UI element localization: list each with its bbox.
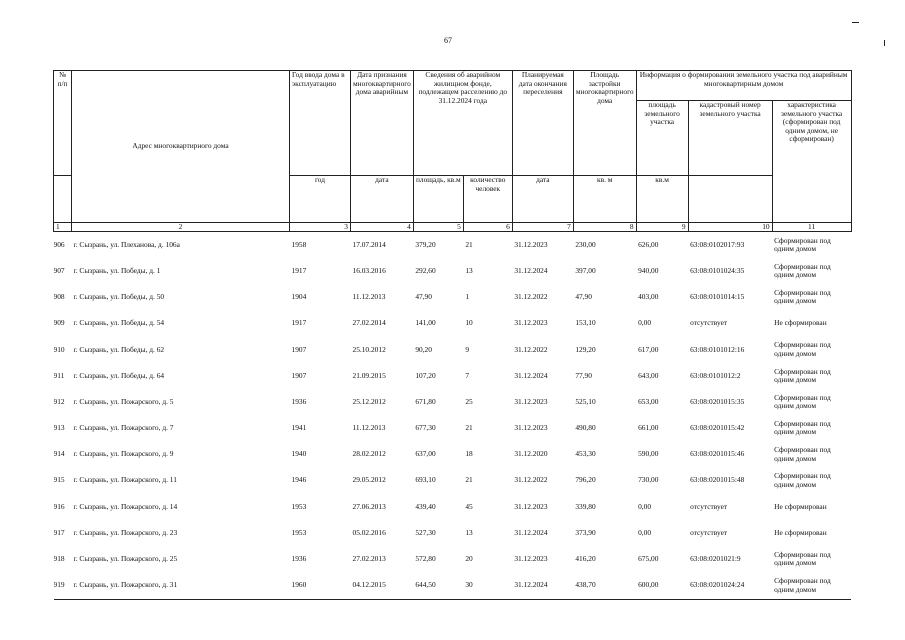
row-number: 915 (53, 475, 65, 485)
row-people-count: 18 (465, 449, 473, 459)
row-planned-date: 31.12.2020 (514, 449, 548, 459)
row-cadastral-number: 63:08:0201024:24 (688, 572, 772, 599)
row-recognition-date: 11.12.2013 (352, 292, 386, 302)
header-recognition-date: Дата признания многоквартирного дома аварийным (351, 71, 414, 176)
row-number: 916 (53, 501, 65, 511)
column-number: 10 (688, 223, 772, 232)
row-planned-date: 31.12.2024 (514, 527, 548, 537)
column-number: 1 (54, 223, 72, 232)
row-land-area: 730,00 (638, 475, 659, 485)
row-land-area: 0,00 (638, 501, 652, 511)
row-number: 912 (53, 396, 65, 406)
row-planned-date: 31.12.2023 (514, 396, 548, 406)
table-row (54, 258, 852, 284)
column-number: 4 (351, 223, 414, 232)
column-number: 2 (72, 223, 290, 232)
row-land-area: 940,00 (638, 265, 659, 275)
row-recognition-date: 05.02.2016 (352, 527, 386, 537)
row-building-area: 47,90 (575, 292, 592, 302)
row-emergency-area: 677,30 (415, 423, 436, 433)
row-land-characteristic: Не сформирован (774, 527, 827, 537)
row-address: г. Сызрань, ул. Пожарского, д. 5 (73, 396, 174, 406)
row-address: г. Сызрань, ул. Плеханова, д. 106а (73, 239, 180, 249)
row-address: г. Сызрань, ул. Победы, д. 50 (73, 292, 165, 302)
row-building-area: 438,70 (573, 572, 636, 599)
row-planned-date: 31.12.2024 (514, 370, 548, 380)
row-planned-date: 31.12.2024 (514, 265, 548, 275)
row-building-area: 129,20 (575, 344, 596, 354)
table-row (54, 389, 852, 415)
row-cadastral-number: 63:08:0201021:9 (690, 554, 741, 564)
row-number: 907 (53, 265, 65, 275)
margin-mark (884, 40, 885, 46)
unit-date: дата (351, 176, 414, 223)
row-year-built: 1917 (291, 265, 307, 275)
header-num-spacer (54, 176, 72, 223)
row-recognition-date: 25.10.2012 (352, 344, 386, 354)
row-cadastral-number: 63:08:0201015:42 (690, 423, 745, 433)
row-planned-date: 31.12.2022 (514, 344, 548, 354)
table-row (54, 442, 852, 468)
row-address: г. Сызрань, ул. Пожарского, д. 25 (73, 554, 178, 564)
row-cadastral-number: 63:08:0201015:48 (690, 475, 745, 485)
row-number: 910 (53, 344, 65, 354)
row-cadastral-number: отсутствует (690, 318, 728, 328)
unit-year: год (290, 176, 351, 223)
row-emergency-area: 47,90 (415, 292, 432, 302)
row-planned-date: 31.12.2022 (514, 475, 548, 485)
unit-date2: дата (512, 176, 573, 223)
row-cadastral-number: 63:08:0101012:2 (690, 370, 741, 380)
table-row (54, 415, 852, 441)
row-recognition-date: 25.12.2012 (352, 396, 386, 406)
row-emergency-area: 439,40 (415, 501, 436, 511)
row-land-area: 403,00 (638, 292, 659, 302)
row-number: 914 (53, 449, 65, 459)
row-land-characteristic: Сформирован под одним домом (774, 340, 831, 358)
header-address: Адрес многоквартирного дома (72, 71, 290, 223)
row-number: 913 (53, 423, 65, 433)
row-building-area: 397,00 (575, 265, 596, 275)
row-land-area: 600,00 (636, 572, 688, 599)
row-address: г. Сызрань, ул. Пожарского, д. 7 (73, 423, 174, 433)
row-address: г. Сызрань, ул. Победы, д. 62 (73, 344, 165, 354)
row-land-characteristic: Сформирован под одним домом (772, 572, 851, 599)
row-people-count: 21 (465, 239, 473, 249)
row-recognition-date: 27.06.2013 (352, 501, 386, 511)
row-emergency-area: 693,10 (415, 475, 436, 485)
table-body (54, 232, 852, 600)
row-year-built: 1907 (291, 370, 307, 380)
row-land-characteristic: Сформирован под одним домом (774, 288, 831, 306)
table-row (54, 546, 852, 572)
row-cadastral-number: 63:08:0101024:35 (690, 265, 745, 275)
header-land-area: площадь земельного участка (636, 101, 688, 176)
row-cadastral-number: 63:08:0201015:46 (690, 449, 745, 459)
row-address: г. Сызрань, ул. Победы, д. 54 (73, 318, 165, 328)
row-building-area: 525,10 (575, 396, 596, 406)
row-planned-date: 31.12.2023 (514, 423, 548, 433)
row-recognition-date: 27.02.2014 (352, 318, 386, 328)
row-planned-date: 31.12.2024 (512, 572, 573, 599)
row-cadastral-number: отсутствует (690, 527, 728, 537)
row-number: 918 (53, 554, 65, 564)
row-recognition-date: 27.02.2013 (352, 554, 386, 564)
header-land-char: характеристика земельного участка (сформирован под одним домом, не сформирован) (772, 101, 851, 223)
row-building-area: 153,10 (575, 318, 596, 328)
header-planned-date: Планируемая дата окончания переселения (512, 71, 573, 176)
column-number: 11 (772, 223, 851, 232)
unit-area: площадь, кв.м (413, 176, 463, 223)
row-land-characteristic: Сформирован под одним домом (774, 366, 831, 385)
row-land-area: 617,00 (638, 344, 659, 354)
row-number: 906 (53, 239, 65, 249)
row-land-area: 675,00 (638, 554, 659, 564)
row-people-count: 20 (465, 554, 473, 564)
row-land-characteristic: Сформирован под одним домом (774, 445, 831, 463)
row-emergency-area: 671,80 (415, 396, 436, 406)
row-cadastral-number: отсутствует (690, 501, 728, 511)
row-address: г. Сызрань, ул. Пожарского, д. 11 (73, 475, 177, 485)
emergency-housing-table (53, 70, 852, 600)
row-emergency-area: 637,00 (415, 449, 436, 459)
row-recognition-date: 11.12.2013 (352, 423, 386, 433)
row-planned-date: 31.12.2023 (514, 501, 548, 511)
row-emergency-area: 379,20 (415, 239, 436, 249)
column-number: 5 (413, 223, 463, 232)
row-land-characteristic: Сформирован под одним домом (774, 235, 831, 254)
column-number: 6 (463, 223, 512, 232)
column-number: 8 (573, 223, 636, 232)
row-land-area: 643,00 (638, 370, 659, 380)
table-row (54, 468, 852, 494)
row-recognition-date: 21.09.2015 (352, 370, 386, 380)
row-people-count: 21 (465, 423, 473, 433)
row-address: г. Сызрань, ул. Пожарского, д. 9 (73, 449, 174, 459)
row-year-built: 1904 (291, 292, 307, 302)
row-year-built: 1936 (291, 554, 307, 564)
table-row (54, 311, 852, 337)
row-planned-date: 31.12.2022 (514, 292, 548, 302)
row-people-count: 13 (465, 527, 473, 537)
row-land-area: 0,00 (638, 318, 652, 328)
unit-cadastral-spacer (688, 176, 772, 223)
row-year-built: 1960 (290, 572, 351, 599)
table-row (54, 494, 852, 520)
row-emergency-area: 292,60 (415, 265, 436, 275)
table-row (54, 337, 852, 363)
unit-people: количество человек (463, 176, 512, 223)
row-recognition-date: 04.12.2015 (351, 572, 414, 599)
header-num: № п/п (54, 71, 72, 176)
row-land-area: 590,00 (638, 449, 659, 459)
margin-mark (852, 22, 859, 23)
column-number: 3 (290, 223, 351, 232)
row-land-characteristic: Сформирован под одним домом (774, 392, 831, 411)
row-land-characteristic: Не сформирован (774, 318, 827, 328)
row-address: г. Сызрань, ул. Пожарского, д. 23 (73, 527, 178, 537)
row-building-area: 453,30 (575, 449, 596, 459)
row-people-count: 30 (463, 572, 512, 599)
row-building-area: 416,20 (575, 554, 596, 564)
row-land-characteristic: Сформирован под одним домом (774, 471, 831, 489)
row-cadastral-number: 63:08:0101012:16 (690, 344, 745, 354)
row-address: г. Сызрань, ул. Победы, д. 1 (73, 265, 161, 275)
row-year-built: 1940 (291, 449, 307, 459)
row-building-area: 373,90 (575, 527, 596, 537)
header-building-area: Площадь застройки многоквартирного дома (573, 71, 636, 176)
row-emergency-area: 107,20 (415, 370, 436, 380)
table-row (54, 572, 852, 599)
row-planned-date: 31.12.2023 (514, 239, 548, 249)
row-emergency-area: 572,80 (415, 554, 436, 564)
row-land-characteristic: Сформирован под одним домом (774, 549, 831, 568)
column-number: 7 (512, 223, 573, 232)
row-cadastral-number: 63:08:0201015:35 (690, 396, 745, 406)
row-land-area: 661,00 (638, 423, 659, 433)
column-number: 9 (636, 223, 688, 232)
row-recognition-date: 16.03.2016 (352, 265, 386, 275)
row-recognition-date: 17.07.2014 (352, 239, 386, 249)
row-people-count: 9 (465, 344, 470, 354)
row-building-area: 230,00 (575, 239, 596, 249)
row-people-count: 10 (465, 318, 473, 328)
row-people-count: 13 (465, 265, 473, 275)
row-land-characteristic: Сформирован под одним домом (774, 419, 831, 437)
row-number: 917 (53, 527, 65, 537)
header-year-built: Год ввода дома в эксплуатацию (290, 71, 351, 176)
row-number: 908 (53, 292, 65, 302)
row-people-count: 7 (465, 370, 470, 380)
row-planned-date: 31.12.2023 (514, 318, 548, 328)
row-number: 909 (53, 318, 65, 328)
row-building-area: 339,80 (575, 501, 596, 511)
row-planned-date: 31.12.2023 (514, 554, 548, 564)
row-people-count: 25 (465, 396, 473, 406)
row-land-characteristic: Не сформирован (774, 501, 827, 511)
row-building-area: 490,80 (575, 423, 596, 433)
row-land-area: 0,00 (638, 527, 652, 537)
row-land-characteristic: Сформирован под одним домом (774, 261, 831, 280)
column-numbers-row (54, 223, 852, 232)
row-building-area: 796,20 (575, 475, 596, 485)
page-number: 67 (444, 36, 452, 45)
row-year-built: 1953 (291, 501, 307, 511)
table-row (54, 232, 852, 259)
row-year-built: 1917 (291, 318, 307, 328)
header-emergency-info: Сведения об аварийном жилищном фонде, подлежащем расселению до 31.12.2024 года (413, 71, 512, 176)
row-recognition-date: 28.02.2012 (352, 449, 386, 459)
table-row (54, 520, 852, 546)
table-row (54, 363, 852, 389)
row-year-built: 1936 (291, 396, 307, 406)
row-emergency-area: 527,30 (415, 527, 436, 537)
row-address: г. Сызрань, ул. Пожарского, д. 31 (72, 572, 290, 599)
row-recognition-date: 29.05.2012 (352, 475, 386, 485)
table-row (54, 284, 852, 310)
row-year-built: 1907 (291, 344, 307, 354)
row-year-built: 1941 (291, 423, 307, 433)
row-address: г. Сызрань, ул. Победы, д. 64 (73, 370, 165, 380)
row-emergency-area: 141,00 (415, 318, 436, 328)
header-cadastral: кадастровый номер земельного участка (688, 101, 772, 176)
unit-sqm: кв. м (573, 176, 636, 223)
row-year-built: 1946 (291, 475, 307, 485)
row-land-area: 653,00 (638, 396, 659, 406)
row-land-area: 626,00 (638, 239, 659, 249)
row-number: 911 (53, 370, 65, 380)
row-number: 919 (54, 572, 72, 599)
row-year-built: 1958 (291, 239, 307, 249)
row-emergency-area: 644,50 (413, 572, 463, 599)
row-people-count: 21 (465, 475, 473, 485)
row-address: г. Сызрань, ул. Пожарского, д. 14 (73, 501, 178, 511)
row-cadastral-number: 63:08:0101014:15 (690, 292, 745, 302)
row-cadastral-number: 63:08:0102017:93 (690, 239, 745, 249)
unit-sqm2: кв.м (636, 176, 688, 223)
header-land-info: Информация о формировании земельного участка под аварийным многоквартирным домом (636, 71, 851, 101)
row-emergency-area: 90,20 (415, 344, 432, 354)
row-year-built: 1953 (291, 527, 307, 537)
row-people-count: 45 (465, 501, 473, 511)
row-building-area: 77,90 (575, 370, 592, 380)
row-people-count: 1 (465, 292, 470, 302)
